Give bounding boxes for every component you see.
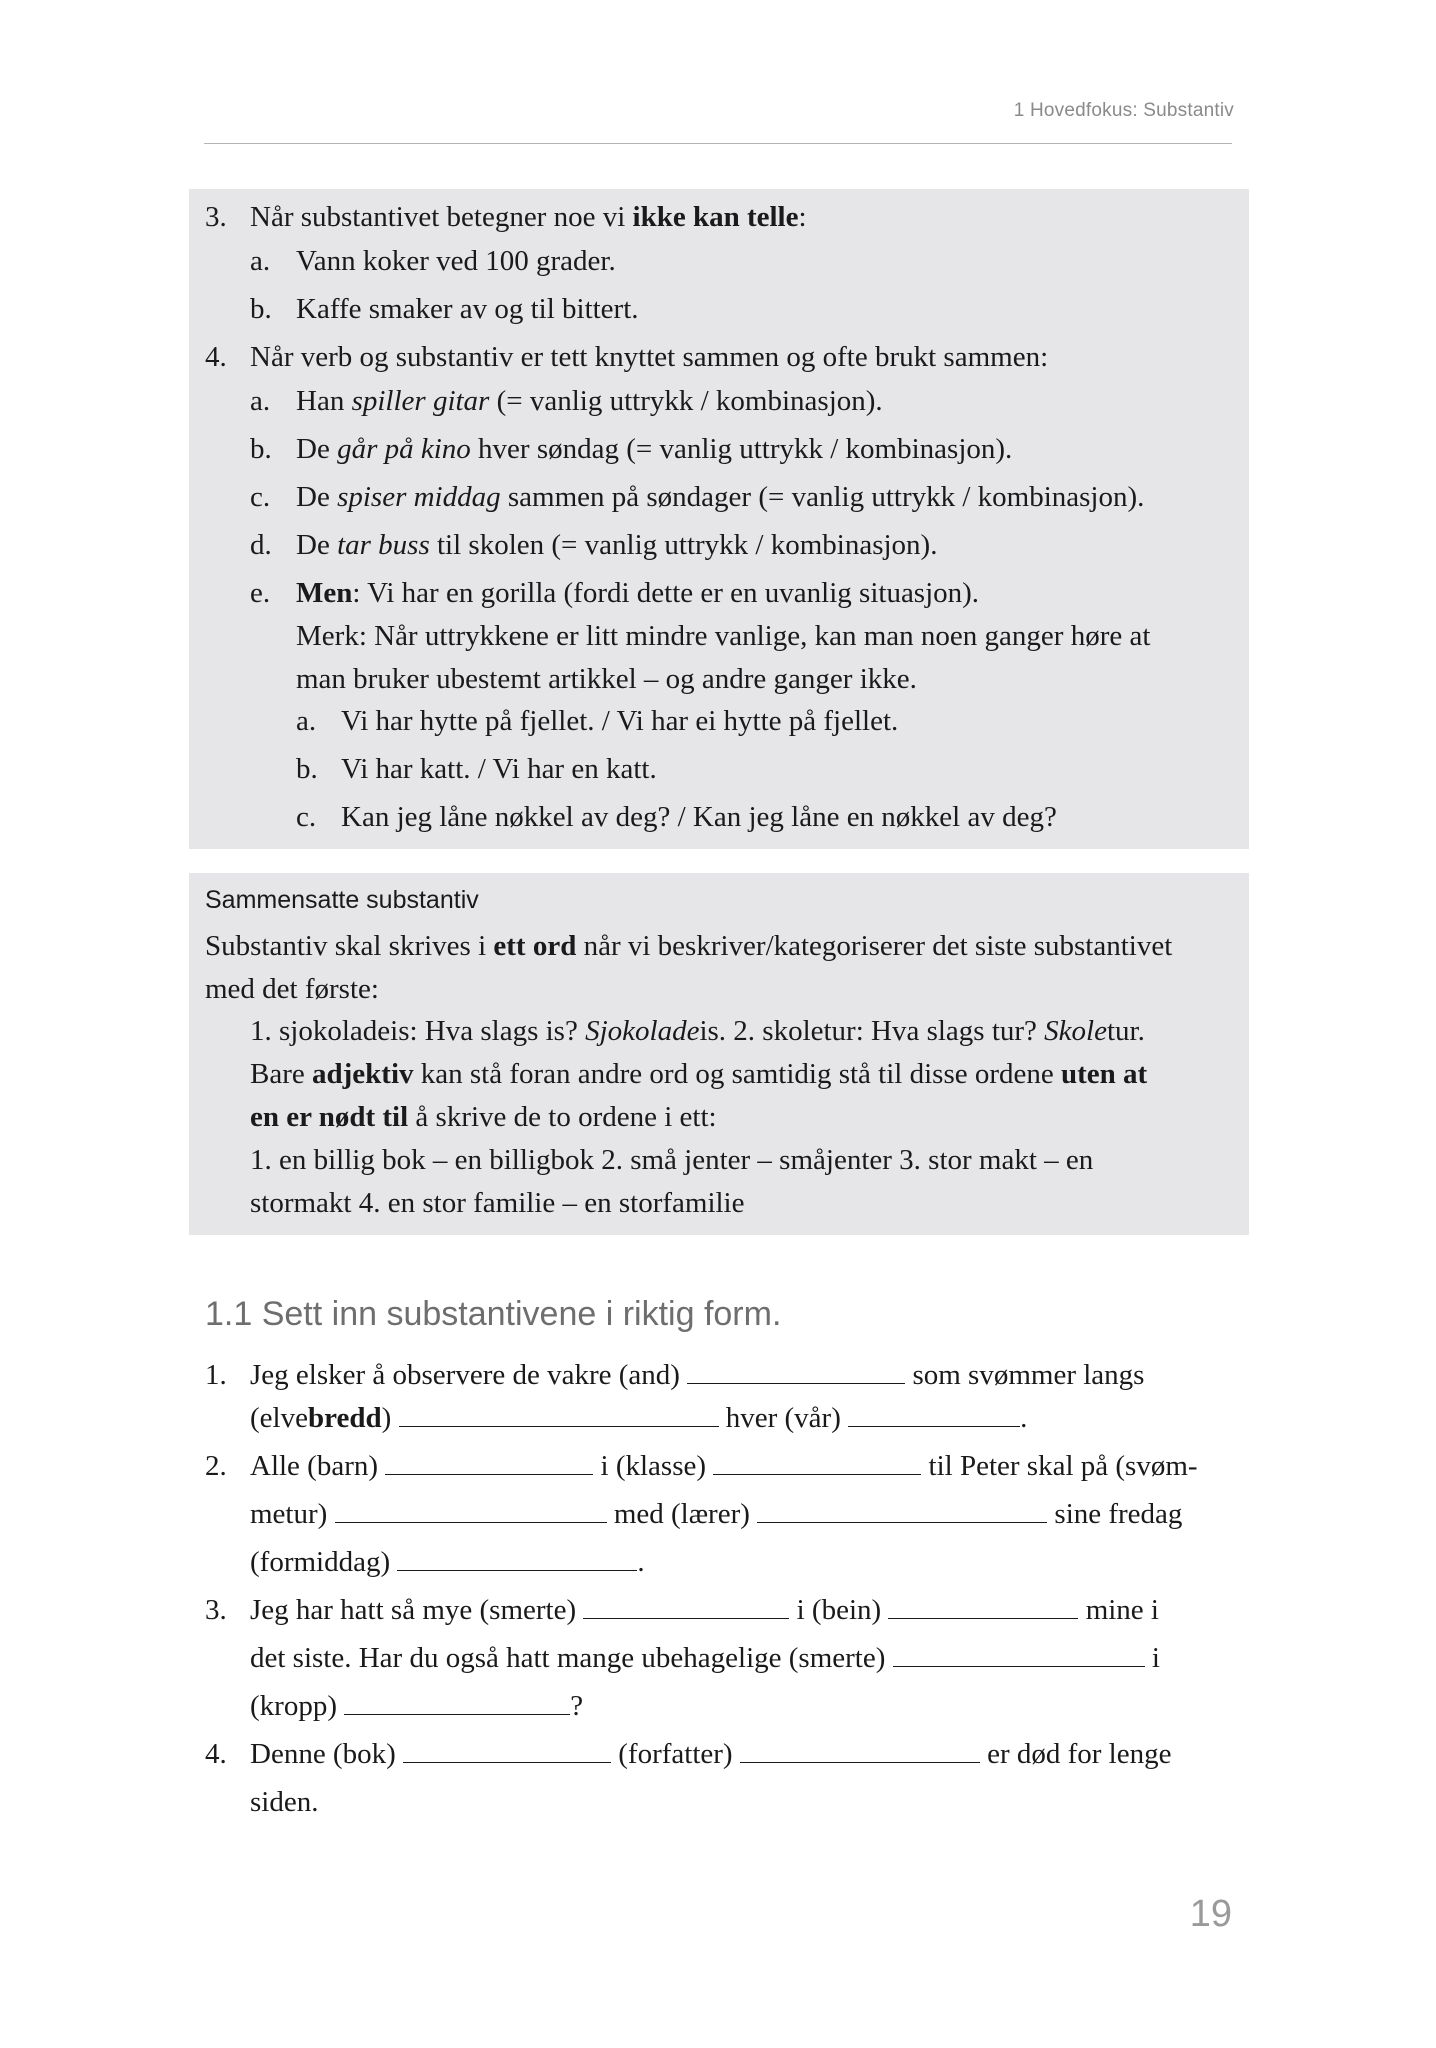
box-2-line-1: Substantiv skal skrives i ett ord når vi beskriver/kategoriserer det siste substantivet [205,930,1173,962]
question-3-line-2: det siste. Har du også hatt mange ubehagelige (smerte) i [250,1642,1160,1674]
answer-blank[interactable] [687,1361,905,1384]
question-3-line-1: Jeg har hatt så mye (smerte) i (bein) mine i [250,1594,1159,1626]
item-3b-label: b. [250,293,272,325]
item-4e-text: Men: Vi har en gorilla (fordi dette er en uvanlig situasjon). [296,577,980,609]
question-4-number: 4. [205,1738,227,1770]
question-2-line-1: Alle (barn) i (klasse) til Peter skal på (svøm- [250,1450,1198,1482]
item-3b-text: Kaffe smaker av og til bittert. [296,293,639,325]
header-rule [204,143,1232,144]
item-4-number: 4. [205,341,227,373]
item-4c-label: c. [250,481,271,513]
answer-blank[interactable] [335,1500,607,1523]
item-4-text: Når verb og substantiv er tett knyttet sammen og ofte brukt sammen: [250,341,1049,373]
sub-b-label: b. [296,753,318,785]
grammar-box-1 [189,189,1249,849]
answer-blank[interactable] [397,1548,637,1571]
question-2-number: 2. [205,1450,227,1482]
answer-blank[interactable] [740,1740,980,1763]
item-4a-label: a. [250,385,271,417]
sub-b-text: Vi har katt. / Vi har en katt. [341,753,657,785]
page-number: 19 [1189,1893,1232,1935]
grammar-box-2 [189,873,1249,1235]
note-line-1: Merk: Når uttrykkene er litt mindre vanlige, kan man noen ganger høre at [296,620,1151,652]
answer-blank[interactable] [713,1452,921,1475]
answer-blank[interactable] [399,1404,719,1427]
box-2-line-3: 1. sjokoladeis: Hva slags is? Sjokoladeis. 2. skoletur: Hva slags tur? Skoletur. [250,1015,1145,1047]
item-4a-text: Han spiller gitar (= vanlig uttrykk / kombinasjon). [296,385,883,417]
answer-blank[interactable] [344,1692,570,1715]
answer-blank[interactable] [848,1404,1020,1427]
item-4b-label: b. [250,433,272,465]
box-2-line-2: med det første: [205,973,379,1005]
answer-blank[interactable] [583,1596,789,1619]
question-4-line-1: Denne (bok) (forfatter) er død for lenge [250,1738,1172,1770]
sub-a-text: Vi har hytte på fjellet. / Vi har ei hytte på fjellet. [341,705,899,737]
item-3a-text: Vann koker ved 100 grader. [296,245,616,277]
item-3-number: 3. [205,201,227,233]
answer-blank[interactable] [888,1596,1078,1619]
question-1-line-1: Jeg elsker å observere de vakre (and) som svømmer langs [250,1359,1145,1391]
item-3a-label: a. [250,245,271,277]
note-line-2: man bruker ubestemt artikkel – og andre ganger ikke. [296,663,917,695]
exercise-title: 1.1 Sett inn substantivene i riktig form. [205,1295,782,1333]
running-head: 1 Hovedfokus: Substantiv [1013,100,1234,121]
question-2-line-2: metur) med (lærer) sine fredag [250,1498,1183,1530]
question-1-number: 1. [205,1359,227,1391]
sub-c-text: Kan jeg låne nøkkel av deg? / Kan jeg låne en nøkkel av deg? [341,801,1057,833]
box-2-line-5: en er nødt til å skrive de to ordene i ett: [250,1101,717,1133]
item-4d-label: d. [250,529,272,561]
sub-c-label: c. [296,801,317,833]
item-4b-text: De går på kino hver søndag (= vanlig uttrykk / kombinasjon). [296,433,1013,465]
question-3-line-3: (kropp) ? [250,1690,584,1722]
answer-blank[interactable] [757,1500,1047,1523]
answer-blank[interactable] [893,1644,1145,1667]
question-3-number: 3. [205,1594,227,1626]
box-2-line-6: 1. en billig bok – en billigbok 2. små jenter – småjenter 3. stor makt – en [250,1144,1094,1176]
box-2-line-4: Bare adjektiv kan stå foran andre ord og samtidig stå til disse ordene uten at [250,1058,1148,1090]
sub-a-label: a. [296,705,317,737]
box-2-title: Sammensatte substantiv [205,886,479,914]
question-2-line-3: (formiddag) . [250,1546,645,1578]
question-4-line-2: siden. [250,1786,319,1818]
answer-blank[interactable] [385,1452,593,1475]
item-4d-text: De tar buss til skolen (= vanlig uttrykk / kombinasjon). [296,529,938,561]
box-2-line-7: stormakt 4. en stor familie – en storfamilie [250,1187,745,1219]
question-1-line-2: (elvebredd) hver (vår) . [250,1402,1028,1434]
item-3-text: Når substantivet betegner noe vi ikke kan telle: [250,201,807,233]
item-4c-text: De spiser middag sammen på søndager (= vanlig uttrykk / kombinasjon). [296,481,1145,513]
answer-blank[interactable] [403,1740,611,1763]
item-4e-label: e. [250,577,271,609]
